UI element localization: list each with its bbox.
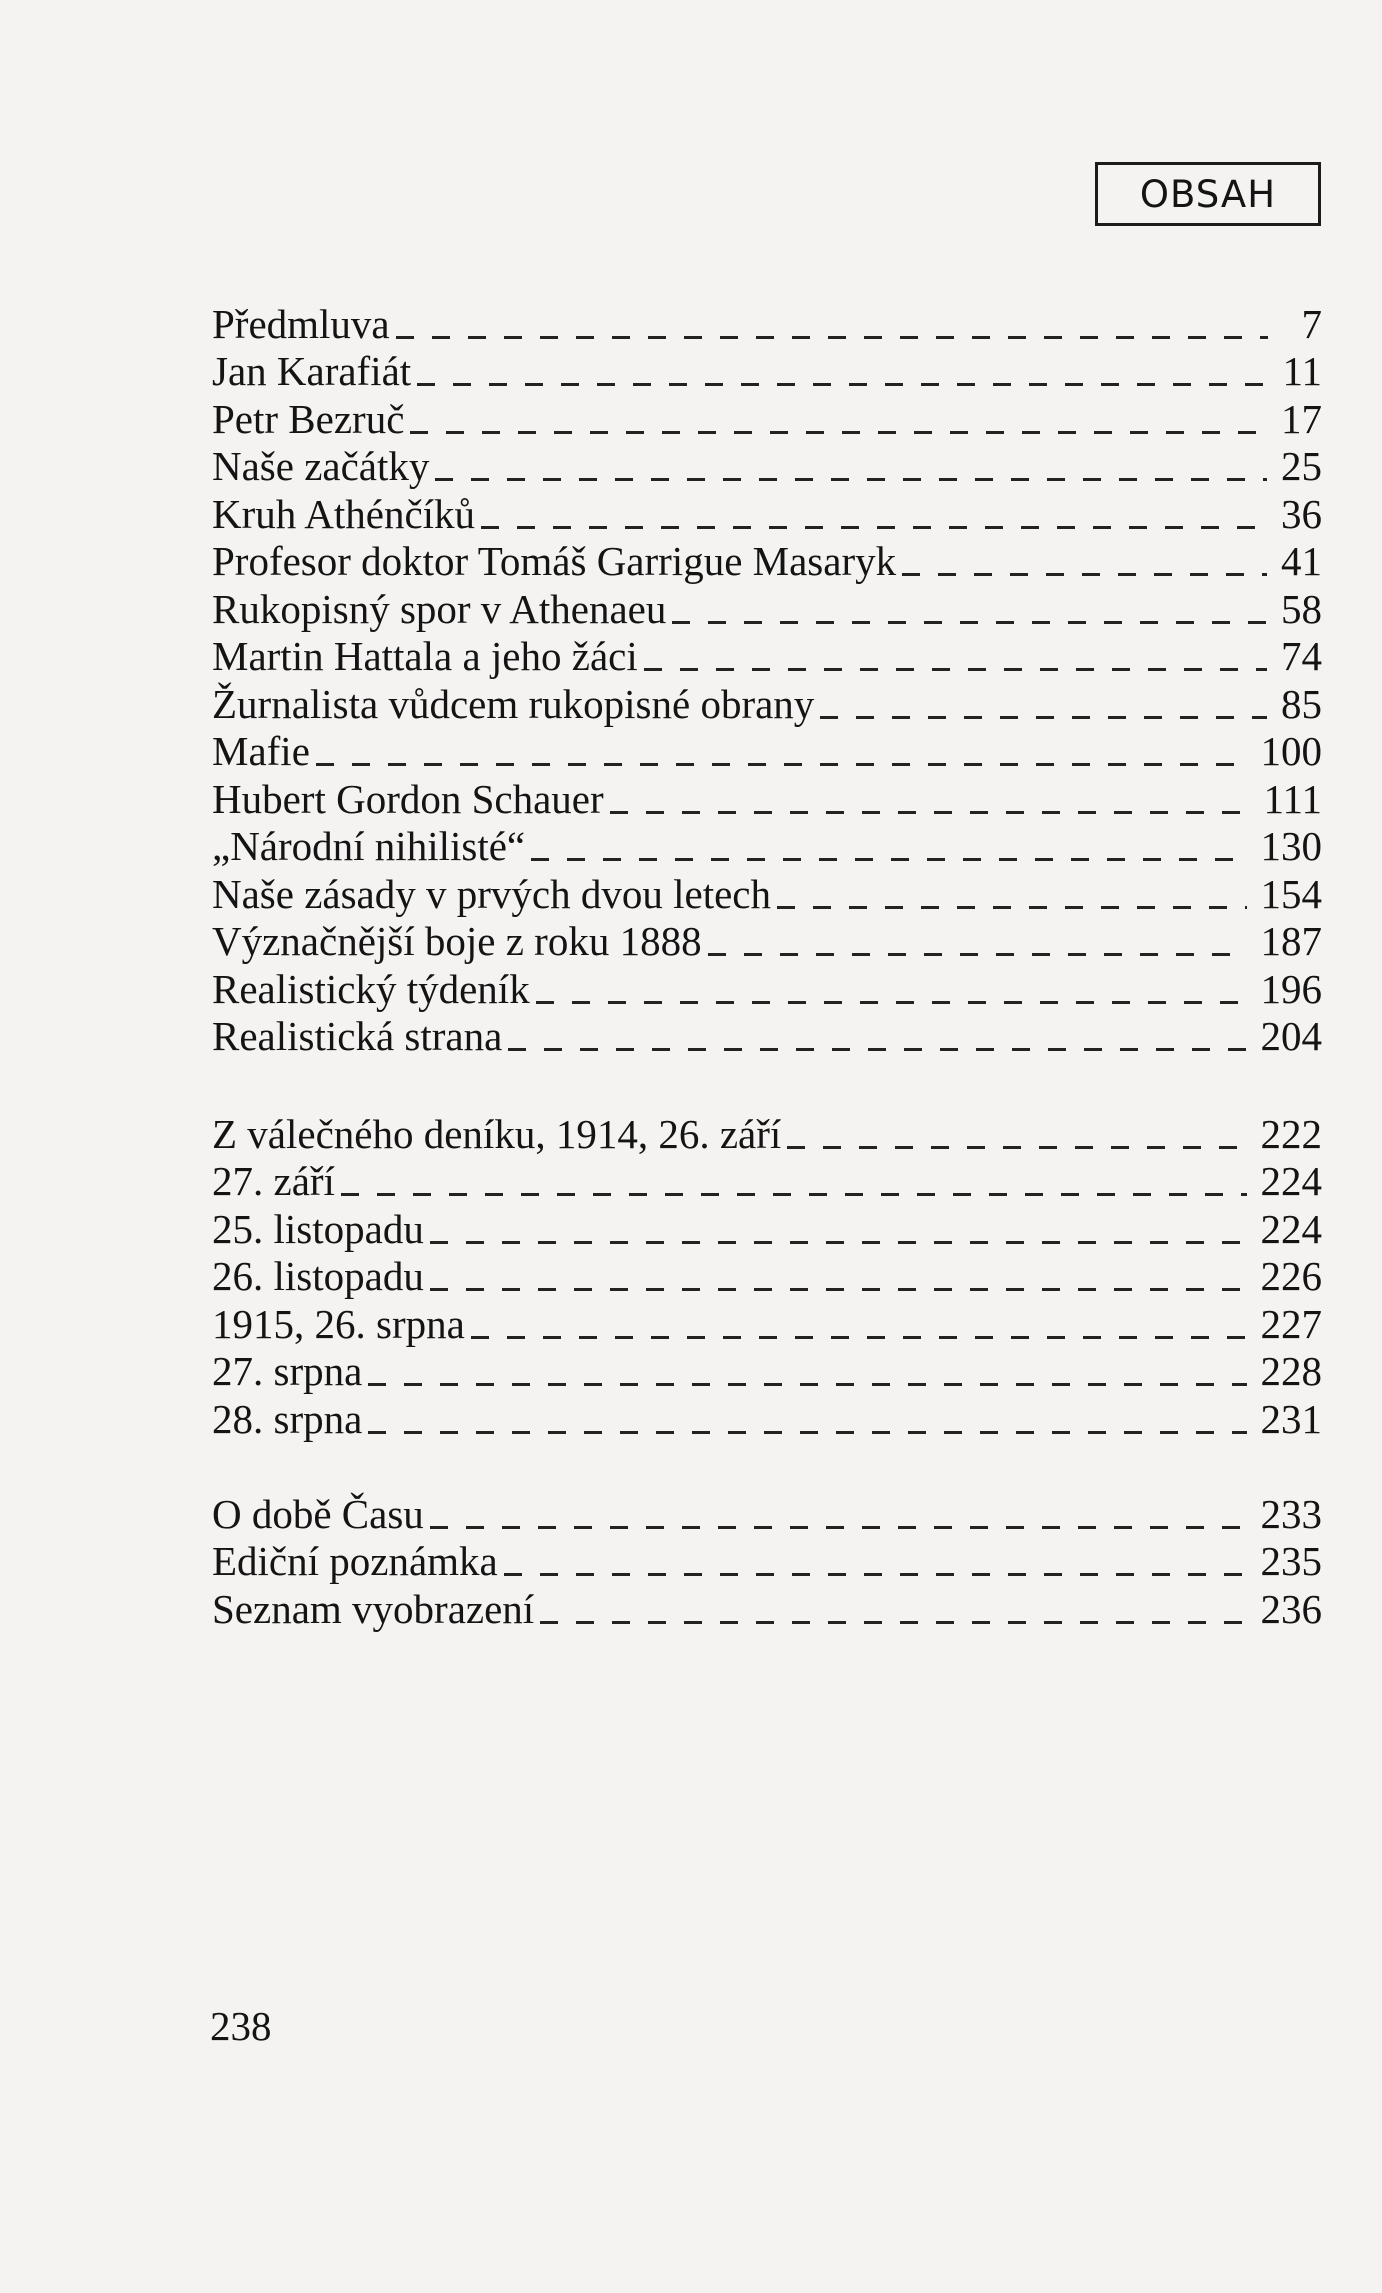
toc-dash-leader (341, 1193, 1247, 1196)
toc-dash-leader (410, 431, 1267, 434)
toc-entry-title: Hubert Gordon Schauer (212, 775, 604, 822)
toc-entry-title: 28. srpna (212, 1395, 363, 1442)
toc-entry-title: Mafie (212, 728, 310, 774)
toc-entry-title: Naše zásady v prvých dvou letech (212, 870, 771, 917)
toc-entry-page: 187 (1260, 918, 1322, 964)
toc-entry-page: 130 (1260, 823, 1322, 869)
toc-dash-leader (481, 526, 1267, 529)
page-number: 238 (210, 2003, 272, 2049)
toc-entry-title: Z válečného deníku, 1914, 26. září (212, 1110, 782, 1157)
toc-entry-page: 11 (1282, 348, 1322, 394)
toc-entry-page: 226 (1260, 1253, 1322, 1299)
toc-dash-leader (536, 1001, 1247, 1004)
toc-entry (212, 348, 1322, 396)
toc-entry (212, 1538, 1322, 1586)
toc-entry (212, 870, 1322, 918)
toc-entry-page: 231 (1260, 1395, 1322, 1442)
toc-dash-leader (902, 573, 1267, 576)
toc-dash-leader (508, 1048, 1246, 1051)
toc-entry-title: „Národní nihilisté“ (212, 823, 526, 869)
toc-entry-title: Naše začátky (212, 443, 430, 489)
toc-entry-title: Význačnější boje z roku 1888 (212, 918, 702, 964)
toc-entry-title: 25. listopadu (212, 1205, 424, 1252)
toc-entry (212, 1300, 1322, 1348)
toc-dash-leader (471, 1336, 1247, 1339)
toc-dash-leader (435, 478, 1267, 481)
toc-entry-page: 196 (1260, 965, 1322, 1012)
toc-entry-title: 27. srpna (212, 1348, 363, 1394)
toc-entry-title: Profesor doktor Tomáš Garrigue Masaryk (212, 538, 897, 584)
toc-entry (212, 1490, 1322, 1538)
toc-entry-title: Jan Karafiát (212, 348, 412, 394)
toc-entry (212, 1395, 1322, 1443)
toc-entry-page: 111 (1263, 775, 1322, 822)
toc-entry-title: Předmluva (212, 300, 390, 347)
toc-entry-page: 233 (1260, 1490, 1322, 1537)
toc-entry (212, 728, 1322, 776)
toc-entry-page: 58 (1281, 585, 1322, 632)
toc-dash-leader (777, 906, 1247, 909)
toc-entry (212, 965, 1322, 1013)
toc-entry (212, 1348, 1322, 1396)
toc-entry (212, 823, 1322, 871)
toc-entry-page: 222 (1260, 1110, 1322, 1157)
toc-dash-leader (396, 336, 1268, 339)
toc-entry (212, 1205, 1322, 1253)
toc-entry-page: 85 (1281, 680, 1322, 727)
toc-entry-title: Petr Bezruč (212, 395, 405, 442)
toc-group-war-diary (212, 1110, 1322, 1443)
toc-entry-page: 100 (1260, 728, 1322, 774)
toc-dash-leader (708, 953, 1247, 956)
toc-dash-leader (368, 1431, 1246, 1434)
section-heading: OBSAH (1139, 172, 1277, 216)
toc-entry-page: 17 (1281, 395, 1322, 442)
toc-entry-title: Ediční poznámka (212, 1538, 498, 1584)
toc-group-appendix (212, 1490, 1322, 1633)
toc-dash-leader (417, 383, 1268, 386)
toc-entry-page: 7 (1301, 300, 1322, 347)
toc-entry-page: 228 (1260, 1348, 1322, 1394)
toc-entry (212, 395, 1322, 443)
toc-dash-leader (430, 1288, 1247, 1291)
toc-entry-title: 1915, 26. srpna (212, 1300, 465, 1347)
toc-entry-page: 227 (1260, 1300, 1322, 1347)
toc-entry-page: 224 (1260, 1205, 1322, 1252)
toc-entry-title: O době Času (212, 1490, 424, 1537)
toc-entry-page: 154 (1260, 870, 1322, 917)
toc-entry (212, 1253, 1322, 1301)
toc-entry (212, 585, 1322, 633)
toc-entry (212, 538, 1322, 586)
toc-dash-leader (368, 1383, 1246, 1386)
toc-entry-page: 36 (1281, 490, 1322, 537)
toc-group-main (212, 300, 1322, 1060)
toc-entry (212, 300, 1322, 348)
toc-dash-leader (504, 1573, 1247, 1576)
toc-entry (212, 918, 1322, 966)
toc-dash-leader (787, 1146, 1246, 1149)
toc-entry-page: 224 (1260, 1158, 1322, 1204)
toc-dash-leader (316, 763, 1247, 766)
toc-dash-leader (820, 716, 1267, 719)
toc-entry (212, 680, 1322, 728)
toc-entry-title: 26. listopadu (212, 1253, 424, 1299)
toc-entry-page: 235 (1260, 1538, 1322, 1584)
toc-entry (212, 1585, 1322, 1633)
toc-entry (212, 490, 1322, 538)
toc-entry-page: 74 (1281, 633, 1322, 679)
toc-entry-title: Martin Hattala a jeho žáci (212, 633, 638, 679)
toc-dash-leader (531, 858, 1246, 861)
toc-entry-title: 27. září (212, 1158, 335, 1204)
toc-dash-leader (540, 1621, 1246, 1624)
toc-entry-title: Kruh Athénčíků (212, 490, 476, 537)
toc-entry-page: 41 (1281, 538, 1322, 584)
toc-dash-leader (672, 621, 1267, 624)
toc-entry (212, 633, 1322, 681)
toc-dash-leader (610, 811, 1250, 814)
toc-entry-title: Rukopisný spor v Athenaeu (212, 585, 667, 632)
toc-entry-page: 25 (1281, 443, 1322, 489)
toc-entry (212, 443, 1322, 491)
toc-entry-title: Realistická strana (212, 1013, 503, 1059)
section-heading-box (1095, 162, 1321, 226)
toc-entry (212, 775, 1322, 823)
toc-entry-title: Realistický týdeník (212, 965, 530, 1012)
toc-entry (212, 1013, 1322, 1061)
toc-entry (212, 1110, 1322, 1158)
toc-entry (212, 1158, 1322, 1206)
toc-entry-title: Seznam vyobrazení (212, 1585, 535, 1632)
toc-entry-page: 236 (1260, 1585, 1322, 1632)
toc-entry-page: 204 (1260, 1013, 1322, 1059)
toc-dash-leader (644, 668, 1267, 671)
toc-entry-title: Žurnalista vůdcem rukopisné obrany (212, 680, 815, 727)
toc-dash-leader (430, 1241, 1247, 1244)
toc-dash-leader (430, 1526, 1247, 1529)
